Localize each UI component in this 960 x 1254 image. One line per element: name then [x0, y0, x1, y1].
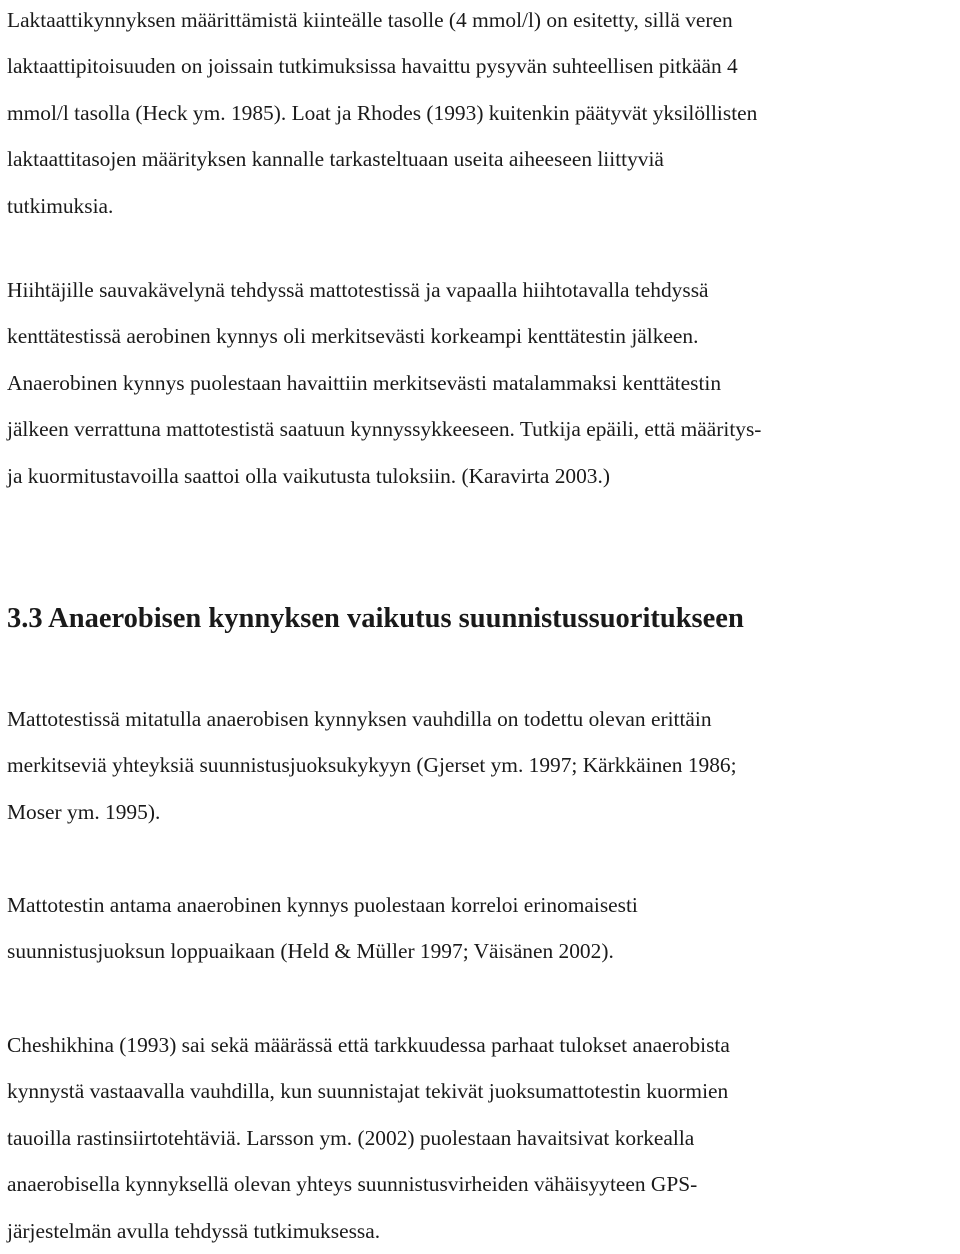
text-line: suunnistusjuoksun loppuaikaan (Held & Müller 1997; Väisänen 2002).	[7, 939, 614, 964]
text-line: tutkimuksia.	[7, 193, 114, 218]
text-line: järjestelmän avulla tehdyssä tutkimuksessa.	[7, 1218, 381, 1243]
text-line: Hiihtäjille sauvakävelynä tehdyssä mattotestissä ja vapaalla hiihtotavalla tehdyssä	[7, 278, 709, 302]
text-line: Anaerobinen kynnys puolestaan havaittiin merkitsevästi matalammaksi kenttätestin	[7, 370, 722, 395]
text-line: kenttätestissä aerobinen kynnys oli merkitsevästi korkeampi kenttätestin jälkeen.	[7, 324, 699, 349]
text-line: Mattotestin antama anaerobinen kynnys puolestaan korreloi erinomaisesti	[7, 893, 638, 917]
text-line: merkitseviä yhteyksiä suunnistusjuoksukykyyn (Gjerset ym. 1997; Kärkkäinen 1986;	[7, 753, 737, 778]
text-line: ja kuormitustavoilla saattoi olla vaikutusta tuloksiin. (Karavirta 2003.)	[7, 463, 610, 488]
text-line: anaerobisella kynnyksellä olevan yhteys suunnistusvirheiden vähäisyyteen GPS-	[7, 1172, 698, 1197]
text-line: jälkeen verrattuna mattotestistä saatuun kynnyssykkeeseen. Tutkija epäili, että määritys-	[7, 417, 762, 442]
text-line: mmol/l tasolla (Heck ym. 1985). Loat ja Rhodes (1993) kuitenkin päätyvät yksilöllisten	[7, 100, 758, 125]
paragraph-treadmill-threshold	[7, 696, 737, 835]
text-line: kynnystä vastaavalla vauhdilla, kun suunnistajat tekivät juoksumattotestin kuormien	[7, 1079, 729, 1104]
paragraph-cheshikhina	[7, 1022, 730, 1254]
text-line: Mattotestissä mitatulla anaerobisen kynnyksen vauhdilla on todettu olevan erittäin	[7, 707, 712, 731]
text-line: Cheshikhina (1993) sai sekä määrässä että tarkkuudessa parhaat tulokset anaerobista	[7, 1033, 730, 1057]
paragraph-lactate-threshold	[7, 0, 757, 229]
text-line: laktaattitasojen määrityksen kannalle tarkasteltuaan useita aiheeseen liittyviä	[7, 147, 664, 172]
text-line: Moser ym. 1995).	[7, 799, 161, 824]
text-line: tauoilla rastinsiirtotehtäviä. Larsson ym. (2002) puolestaan havaitsivat korkealla	[7, 1125, 695, 1150]
section-heading: 3.3 Anaerobisen kynnyksen vaikutus suunnistussuoritukseen	[7, 603, 744, 634]
paragraph-correlation	[7, 882, 638, 975]
text-line: Laktaattikynnyksen määrittämistä kiinteälle tasolle (4 mmol/l) on esitetty, sillä veren	[7, 8, 733, 32]
text-line: laktaattipitoisuuden on joissain tutkimuksissa havaittu pysyvän suhteellisen pitkään 4	[7, 54, 738, 79]
paragraph-skiers-tests	[7, 267, 761, 499]
